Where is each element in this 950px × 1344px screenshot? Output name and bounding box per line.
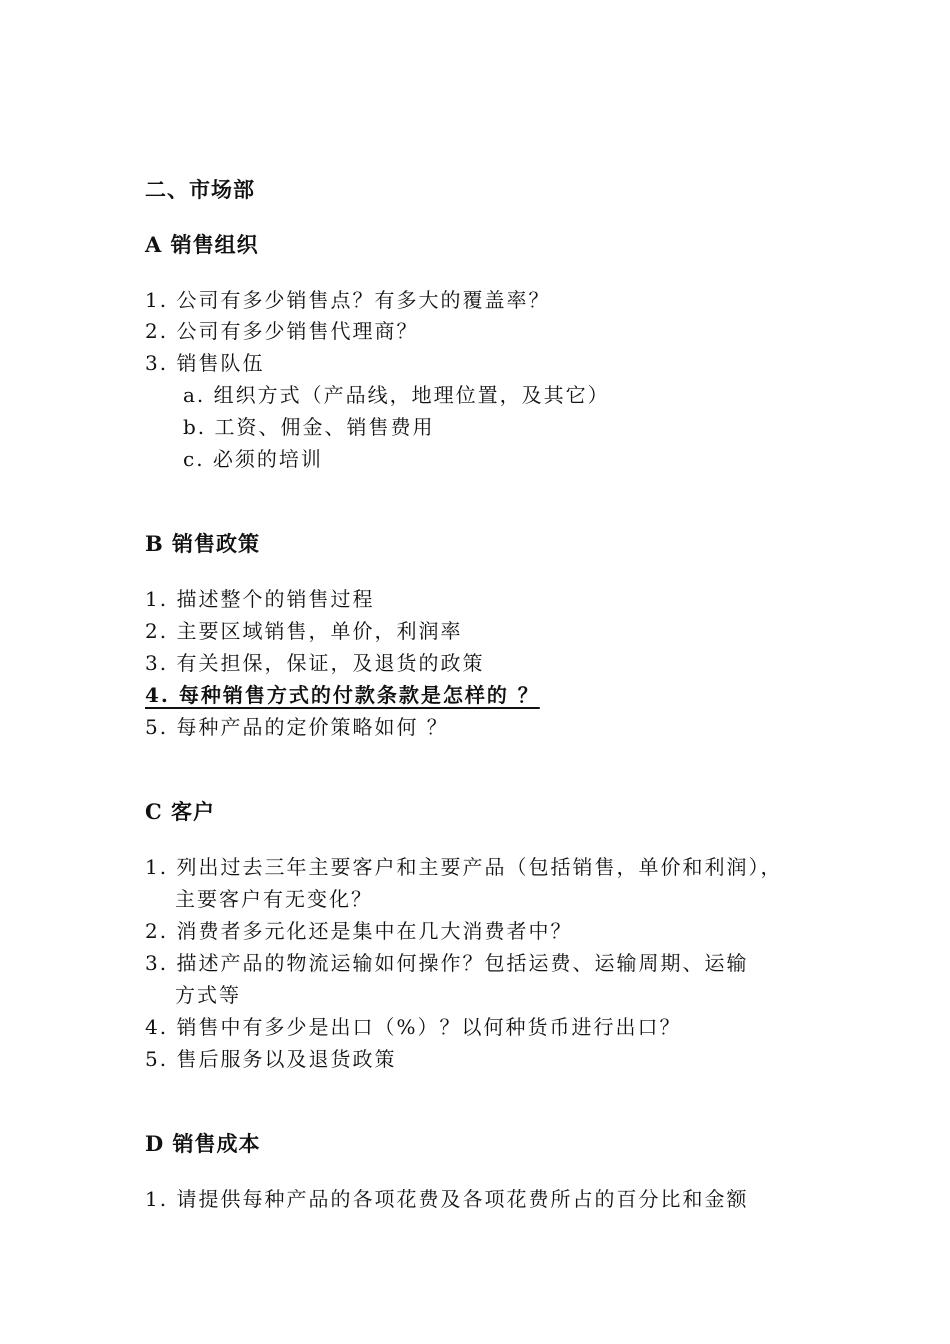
list-item: 2. 消费者多元化还是集中在几大消费者中？	[145, 919, 573, 943]
list-item: 5. 每种产品的定价策略如何 ？	[145, 715, 449, 739]
list-item: 4. 销售中有多少是出口（%）？以何种货币进行出口？	[145, 1015, 682, 1039]
list-item: 1. 公司有多少销售点？有多大的覆盖率？	[145, 288, 551, 312]
list-item: 1. 描述整个的销售过程	[145, 587, 375, 611]
list-item: 3. 有关担保，保证，及退货的政策	[145, 651, 485, 675]
section-heading-a: A 销售组织	[145, 232, 259, 257]
list-item-continuation: 主要客户有无变化？	[175, 887, 373, 911]
list-item: 1. 列出过去三年主要客户和主要产品（包括销售，单价和利润），	[145, 855, 783, 879]
section-heading-c: C 客户	[145, 799, 216, 824]
section-heading-b: B 销售政策	[145, 531, 261, 556]
list-item: 3. 描述产品的物流运输如何操作？包括运费、运输周期、运输	[145, 951, 749, 975]
list-item: 5. 售后服务以及退货政策	[145, 1047, 397, 1071]
page-title: 二、市场部	[145, 177, 255, 202]
list-item: 2. 主要区域销售，单价，利润率	[145, 619, 463, 643]
sub-list-item: c. 必须的培训	[183, 447, 323, 471]
list-item: 1. 请提供每种产品的各项花费及各项花费所占的百分比和金额	[145, 1187, 749, 1211]
list-item: 3. 销售队伍	[145, 351, 265, 375]
sub-list-item: a. 组织方式（产品线，地理位置，及其它）	[183, 383, 610, 407]
list-item-emphasized: 4. 每种销售方式的付款条款是怎样的 ？	[145, 683, 540, 707]
list-item-continuation: 方式等	[175, 983, 241, 1007]
section-heading-d: D 销售成本	[145, 1131, 261, 1156]
list-item: 2. 公司有多少销售代理商？	[145, 319, 419, 343]
sub-list-item: b. 工资、佣金、销售费用	[183, 415, 435, 439]
